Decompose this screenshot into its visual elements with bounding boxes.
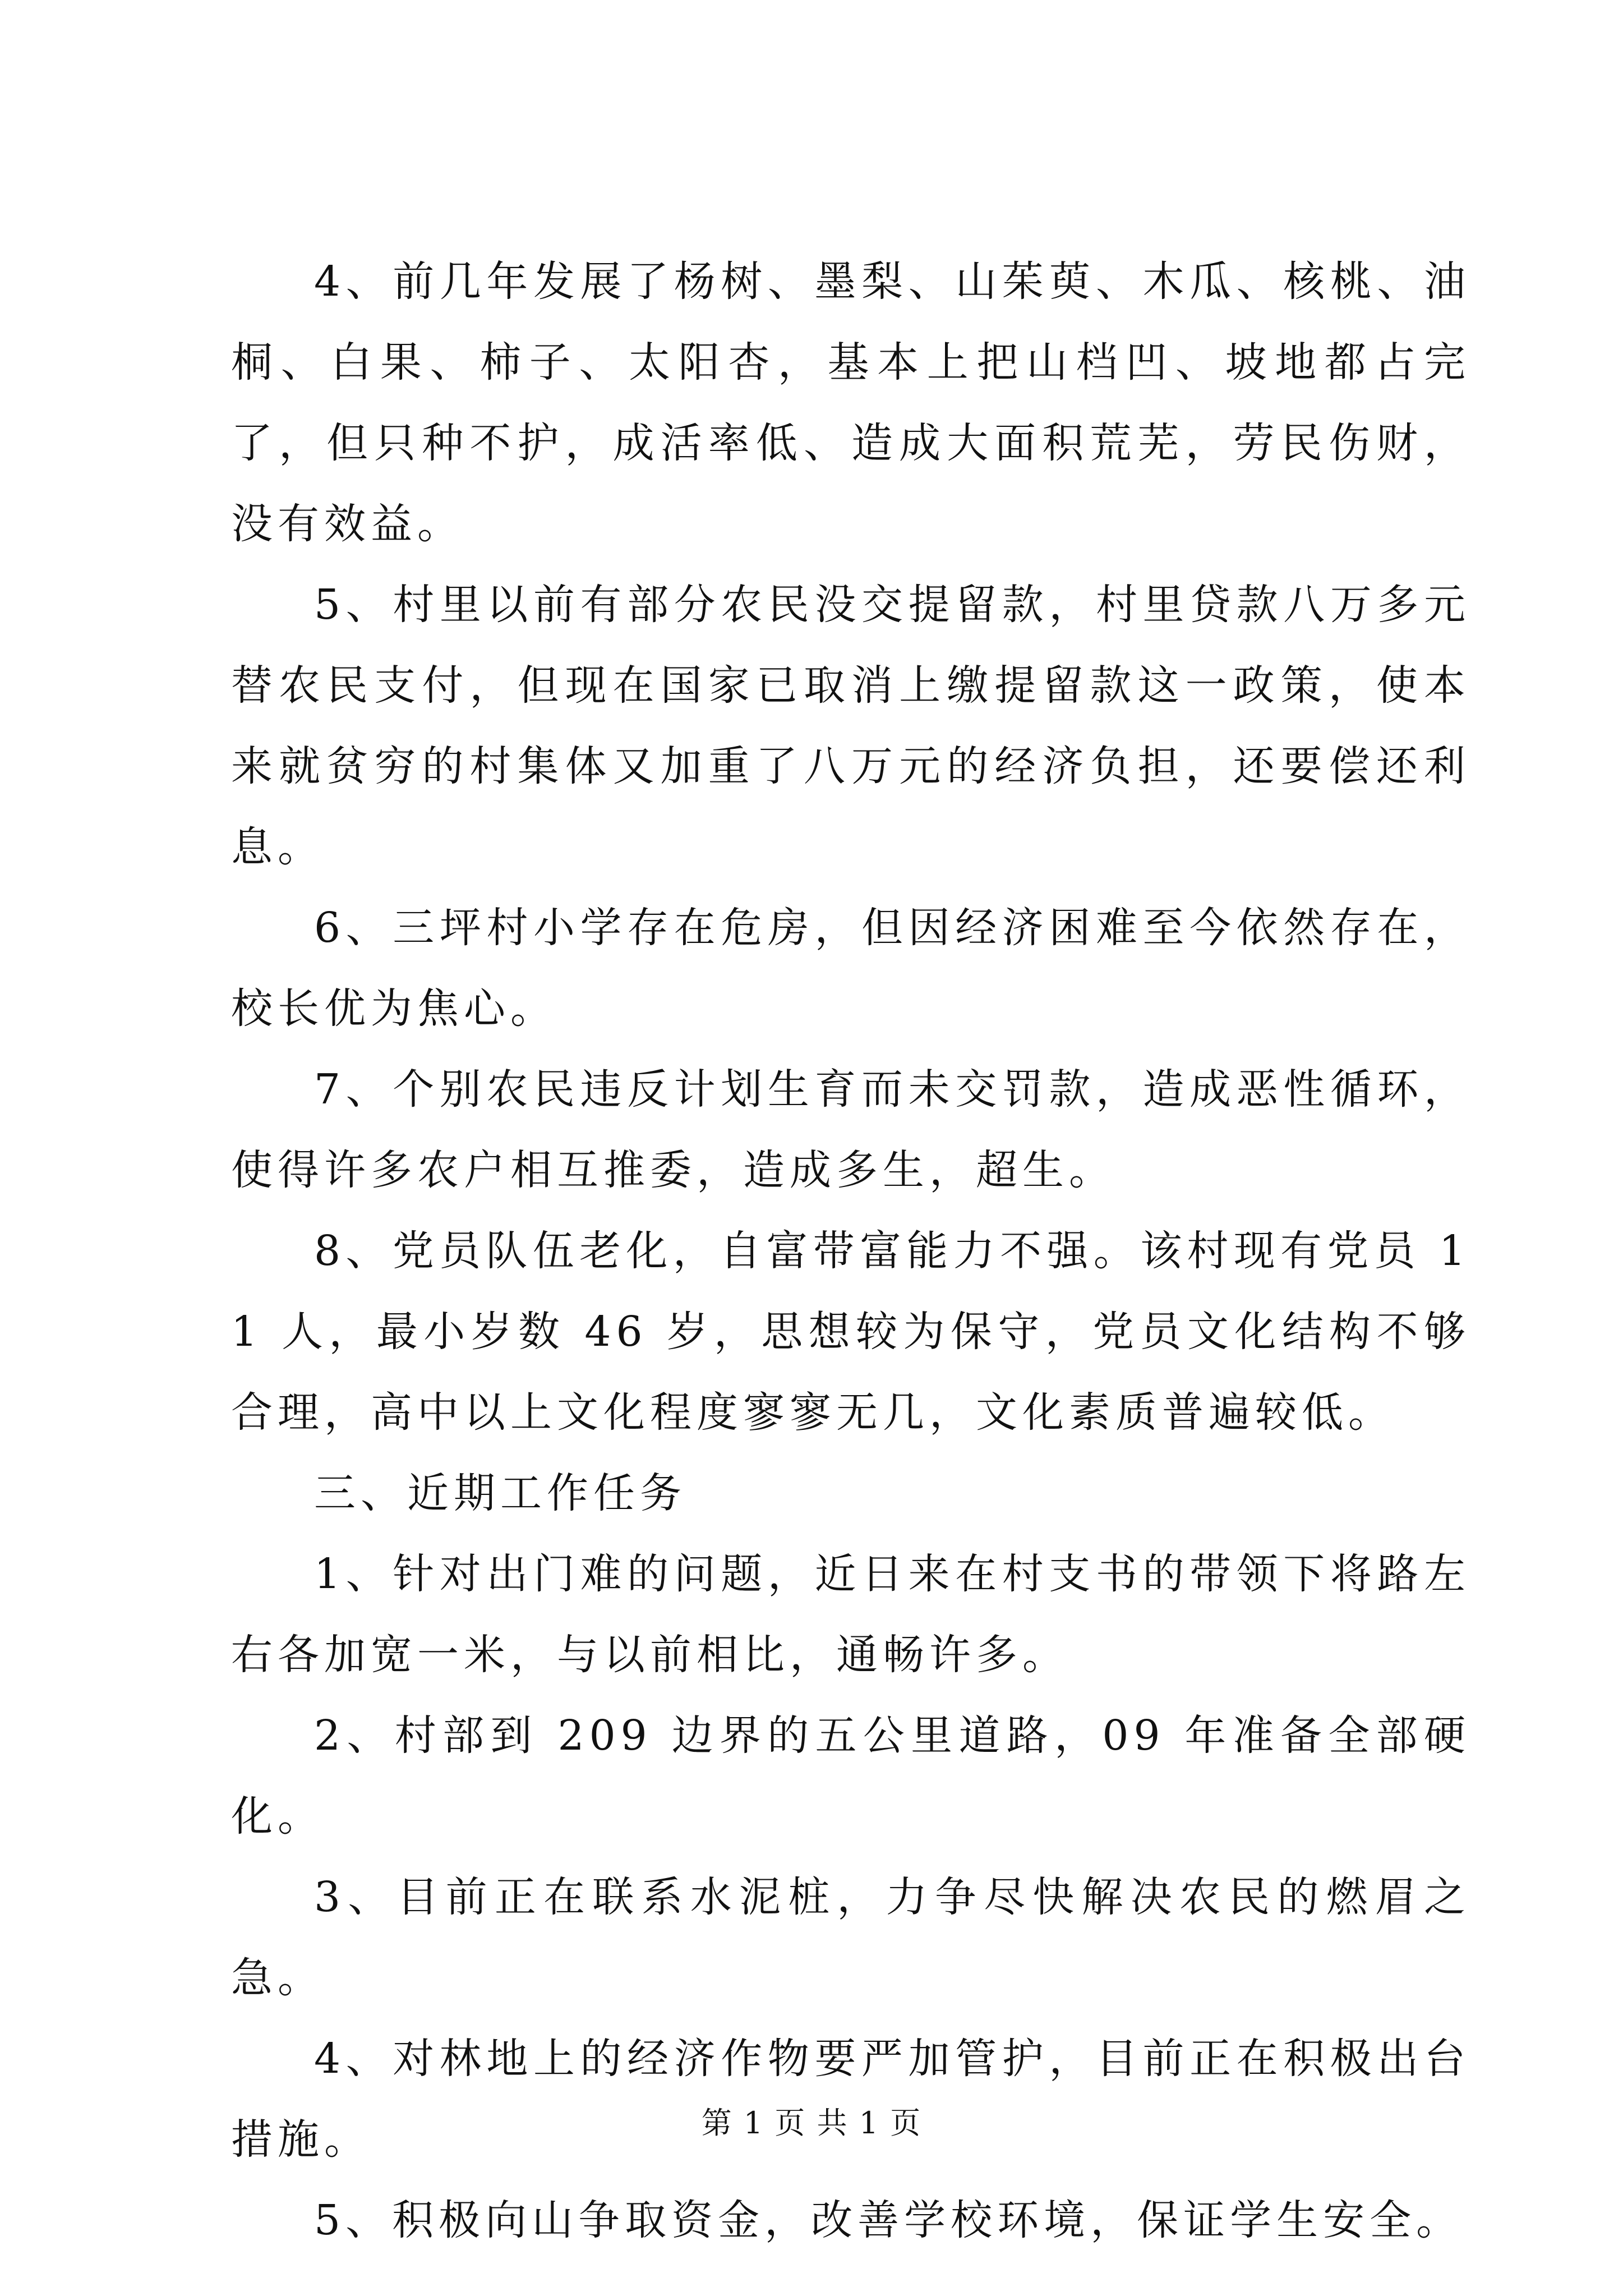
paragraph-item-5-retention-loan: 5、村里以前有部分农民没交提留款，村里贷款八万多元替农民支付，但现在国家已取消上缴提留款这一政策，使本来就贫穷的村集体又加重了八万元的经济负担，还要偿还利息。 bbox=[231, 581, 1470, 871]
paragraph-task-2-road-hardening: 2、村部到 209 边界的五公里道路，09 年准备全部硬化。 bbox=[231, 1711, 1470, 1841]
paragraph-task-3-cement-posts: 3、目前正在联系水泥桩，力争尽快解决农民的燃眉之急。 bbox=[231, 1873, 1470, 2002]
paragraph-item-4-afforestation: 4、前几年发展了杨树、墨梨、山茱萸、木瓜、核桃、油桐、白果、柿子、太阳杏，基本上把山档凹、坡地都占完了，但只种不护，成活率低、造成大面积荒芜，劳民伤财，没有效益。 bbox=[231, 257, 1470, 548]
paragraph-task-1-road-widening: 1、针对出门难的问题，近日来在村支书的带领下将路左右各加宽一米，与以前相比，通畅许多。 bbox=[231, 1550, 1470, 1679]
paragraph-task-5-school-funding: 5、积极向山争取资金，改善学校环境，保证学生安全。 bbox=[314, 2196, 1463, 2244]
paragraph-item-6-school-danger: 6、三坪村小学存在危房，但因经济困难至今依然存在，校长优为焦心。 bbox=[231, 904, 1470, 1033]
paragraph-task-4-forest-management: 4、对林地上的经济作物要严加管护，目前正在积极出台措施。 bbox=[231, 2035, 1470, 2164]
paragraph-item-7-family-planning: 7、个别农民违反计划生育而未交罚款，造成恶性循环，使得许多农户相互推委，造成多生，超生。 bbox=[231, 1065, 1470, 1194]
document-body bbox=[231, 241, 1470, 2261]
page-footer: 第 1 页 共 1 页 bbox=[701, 2105, 922, 2141]
section-heading-recent-tasks: 三、近期工作任务 bbox=[314, 1469, 686, 1517]
paragraph-item-8-party-members: 8、党员队伍老化，自富带富能力不强。该村现有党员 11 人，最小岁数 46 岁，思想较为保守，党员文化结构不够合理，高中以上文化程度寥寥无几，文化素质普遍较低。 bbox=[231, 1227, 1470, 1437]
